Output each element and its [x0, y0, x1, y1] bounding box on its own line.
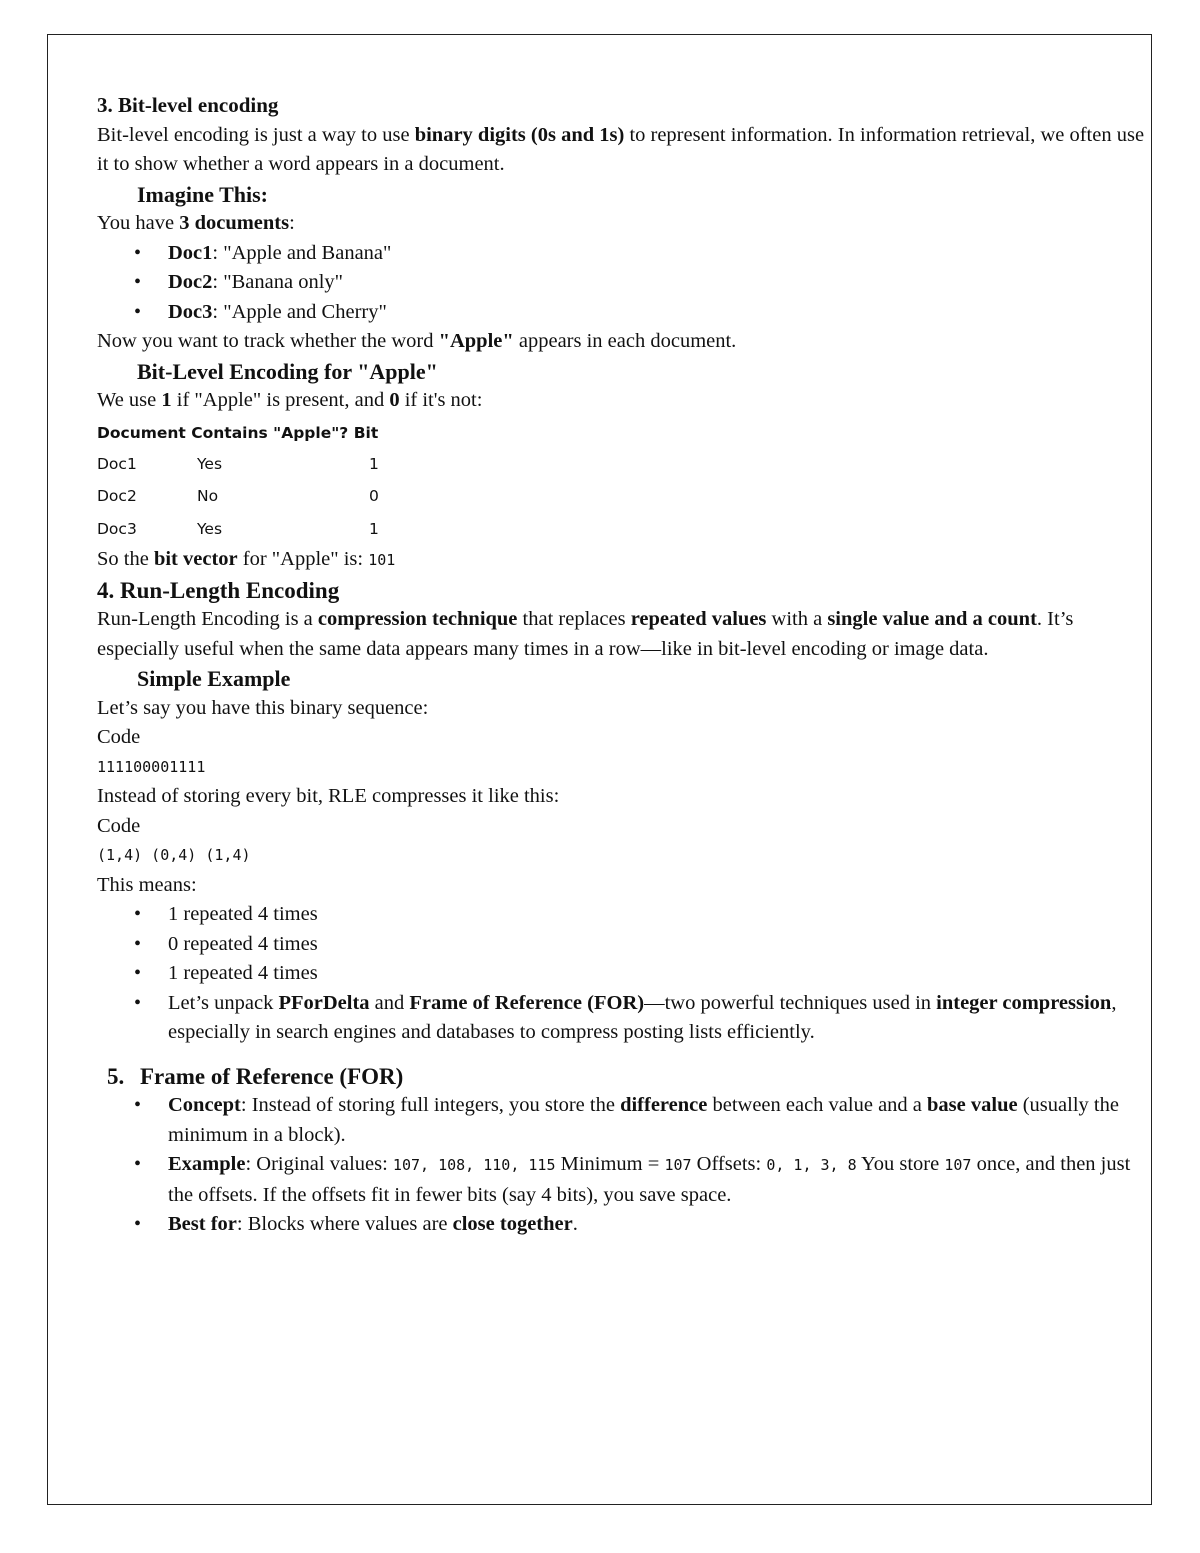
meanings-list — [97, 900, 1147, 1048]
list-item: • Doc1: "Apple and Banana" — [97, 239, 1147, 269]
docs-line: You have 3 documents: — [97, 212, 295, 234]
list-item: • 1 repeated 4 times — [97, 900, 1147, 930]
table-cell-doc: Doc2 — [97, 487, 137, 505]
list-item: • Doc2: "Banana only" — [97, 268, 1147, 298]
list-item: • Let’s unpack PForDelta and Frame of Reference (FOR)—two powerful techniques used in integer compression, especially in search engines and databases to compress posting lists efficiently. — [97, 989, 1147, 1048]
binary-sequence-code: 111100001111 — [97, 757, 206, 776]
table-cell-bit: 0 — [369, 487, 379, 505]
document-body — [97, 91, 1147, 1240]
documents-list — [97, 239, 1147, 328]
say-line: Let’s say you have this binary sequence: — [97, 696, 429, 719]
table-cell-contains: Yes — [197, 519, 223, 538]
instead-line: Instead of storing every bit, RLE compresses it like this: — [97, 785, 560, 807]
bit-vector-line: So the bit vector for "Apple" is: 101 — [97, 548, 396, 570]
use-line: We use 1 if "Apple" is present, and 0 if it's not: — [97, 389, 483, 411]
section-5-heading: 5. Frame of Reference (FOR) — [107, 1063, 404, 1089]
table-cell-contains: Yes — [197, 454, 223, 473]
table-cell-bit: 1 — [369, 519, 379, 538]
table-cell-bit: 1 — [369, 454, 379, 473]
section-4-heading: 4. Run-Length Encoding — [97, 577, 340, 603]
section-4-intro: Run-Length Encoding is a compression technique that replaces repeated values with a single value and a count. It’s especially useful when the same data appears many times in a row—like in bit-level encoding or image data. — [97, 608, 1074, 660]
section-3-intro: Bit-level encoding is just a way to use binary digits (0s and 1s) to represent information. In information retrieval, we often use it to show whether a word appears in a document. — [97, 123, 1145, 175]
list-item: • Doc3: "Apple and Cherry" — [97, 298, 1147, 328]
code-label: Code — [97, 814, 141, 837]
list-item: • Example: Original values: 107, 108, 110, 115 Minimum = 107 Offsets: 0, 1, 3, 8 You store 107 once, and then just the offsets. If the offsets fit in fewer bits (say 4 bits), you save space. — [97, 1150, 1147, 1210]
section-3-heading: 3. Bit-level encoding — [97, 93, 279, 117]
encoding-heading: Bit-Level Encoding for "Apple" — [137, 358, 438, 384]
list-item: • 1 repeated 4 times — [97, 959, 1147, 989]
simple-example-heading: Simple Example — [137, 666, 291, 691]
imagine-heading: Imagine This: — [137, 181, 269, 207]
code-label: Code — [97, 726, 141, 748]
track-line: Now you want to track whether the word "Apple" appears in each document. — [97, 330, 737, 352]
table-row — [97, 480, 1147, 513]
compressed-code: (1,4) (0,4) (1,4) — [97, 846, 251, 864]
table-header: Document Contains "Apple"? Bit — [97, 423, 379, 442]
table-cell-doc: Doc1 — [97, 454, 137, 473]
bit-vector-code: 101 — [368, 551, 396, 569]
table-row — [97, 513, 1147, 546]
table-cell-contains: No — [197, 487, 219, 505]
table-row — [97, 448, 1147, 481]
list-item: • 0 repeated 4 times — [97, 930, 1147, 960]
table-cell-doc: Doc3 — [97, 519, 137, 538]
list-item: • Concept: Instead of storing full integers, you store the difference between each value and a base value (usually the minimum in a block). — [97, 1091, 1147, 1150]
means-line: This means: — [97, 873, 197, 896]
list-item: • Best for: Blocks where values are close together. — [97, 1210, 1147, 1240]
for-list — [97, 1091, 1147, 1240]
